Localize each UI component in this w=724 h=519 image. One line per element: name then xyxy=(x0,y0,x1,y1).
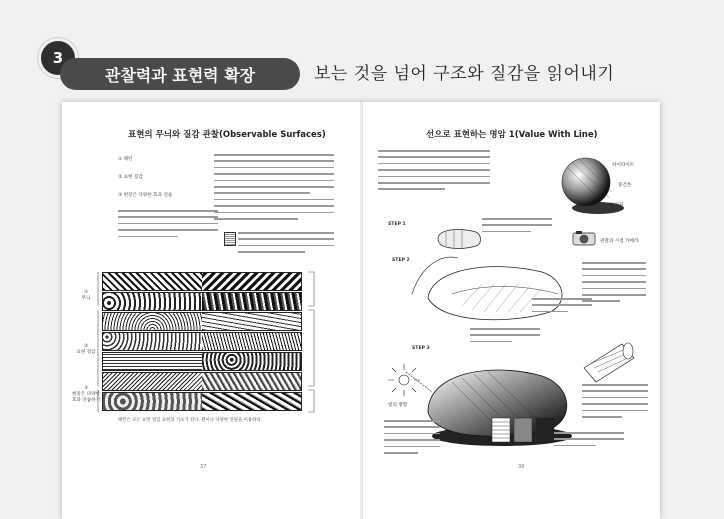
right-bracket-lines xyxy=(306,270,318,420)
step1-label: STEP 1 xyxy=(388,222,406,227)
step2-label: STEP 2 xyxy=(392,258,410,263)
shading-swatches xyxy=(442,414,562,454)
left-page-number: 37 xyxy=(200,464,207,470)
list-item: ② 표현 질감 xyxy=(118,175,143,180)
shadow-label-2: 그림자 xyxy=(538,409,552,414)
sketchbook-icon xyxy=(224,232,236,246)
list-item: ③ 현장은 다양한 효과 연습 xyxy=(118,193,173,198)
mid-tone-label: 중간톤 xyxy=(618,183,632,188)
right-page-number: 38 xyxy=(518,464,525,470)
side-label-practice: ③ 현장은 다양한 효과 연습하기 xyxy=(71,386,101,403)
texture-strip xyxy=(102,392,302,411)
right-paragraph-3 xyxy=(582,384,648,422)
left-paragraph-1 xyxy=(214,154,334,224)
book-spread xyxy=(62,102,660,519)
light-direction-label: 빛의 방향 xyxy=(388,403,408,408)
step3-label: STEP 3 xyxy=(412,346,430,351)
right-paragraph-4 xyxy=(384,420,440,458)
side-label-texture: ② 표현 질감 xyxy=(76,344,96,355)
left-paragraph-2 xyxy=(118,210,218,242)
chapter-subtitle: 보는 것을 넘어 구조와 질감을 읽어내기 xyxy=(314,64,615,84)
camera-icon xyxy=(572,230,596,246)
side-label-pattern: ① 무늬 xyxy=(81,290,91,301)
light-rays-icon xyxy=(384,360,424,400)
list-item: ① 패턴 xyxy=(118,157,133,162)
right-paragraph-2 xyxy=(582,262,646,307)
texture-strip xyxy=(102,312,302,331)
chapter-title-pill: 관찰력과 표현력 확장 xyxy=(60,58,300,90)
texture-strip xyxy=(102,332,302,351)
step2-notes-bottom xyxy=(470,328,540,347)
texture-strip xyxy=(102,292,302,311)
texture-strip xyxy=(102,272,302,291)
left-paragraph-3 xyxy=(238,232,334,258)
camera-label: 관찰과 시점 카메라 xyxy=(600,239,639,244)
right-paragraph-1 xyxy=(378,150,490,195)
left-page-title: 표현의 무늬와 질감 관찰(Observable Surfaces) xyxy=(128,130,326,140)
shadow-label: 그림자 xyxy=(610,203,624,208)
book-gutter xyxy=(360,102,363,519)
chapter-badge: 3 xyxy=(38,38,78,78)
texture-strip xyxy=(102,372,302,391)
texture-strip xyxy=(102,352,302,371)
header xyxy=(0,0,724,100)
cylinder-sketch xyxy=(578,338,638,382)
left-caption: 패턴은 모든 표면 질감 표현의 기초가 된다. 펜이나 다양한 연필을 이용하라. xyxy=(118,418,262,423)
step1-notes xyxy=(482,218,552,237)
step1-sketch xyxy=(432,226,482,252)
highlight-label: 하이라이트 xyxy=(612,163,635,168)
right-paragraph-5 xyxy=(554,432,624,451)
right-page-title: 선으로 표현하는 명암 1(Value With Line) xyxy=(426,130,598,140)
